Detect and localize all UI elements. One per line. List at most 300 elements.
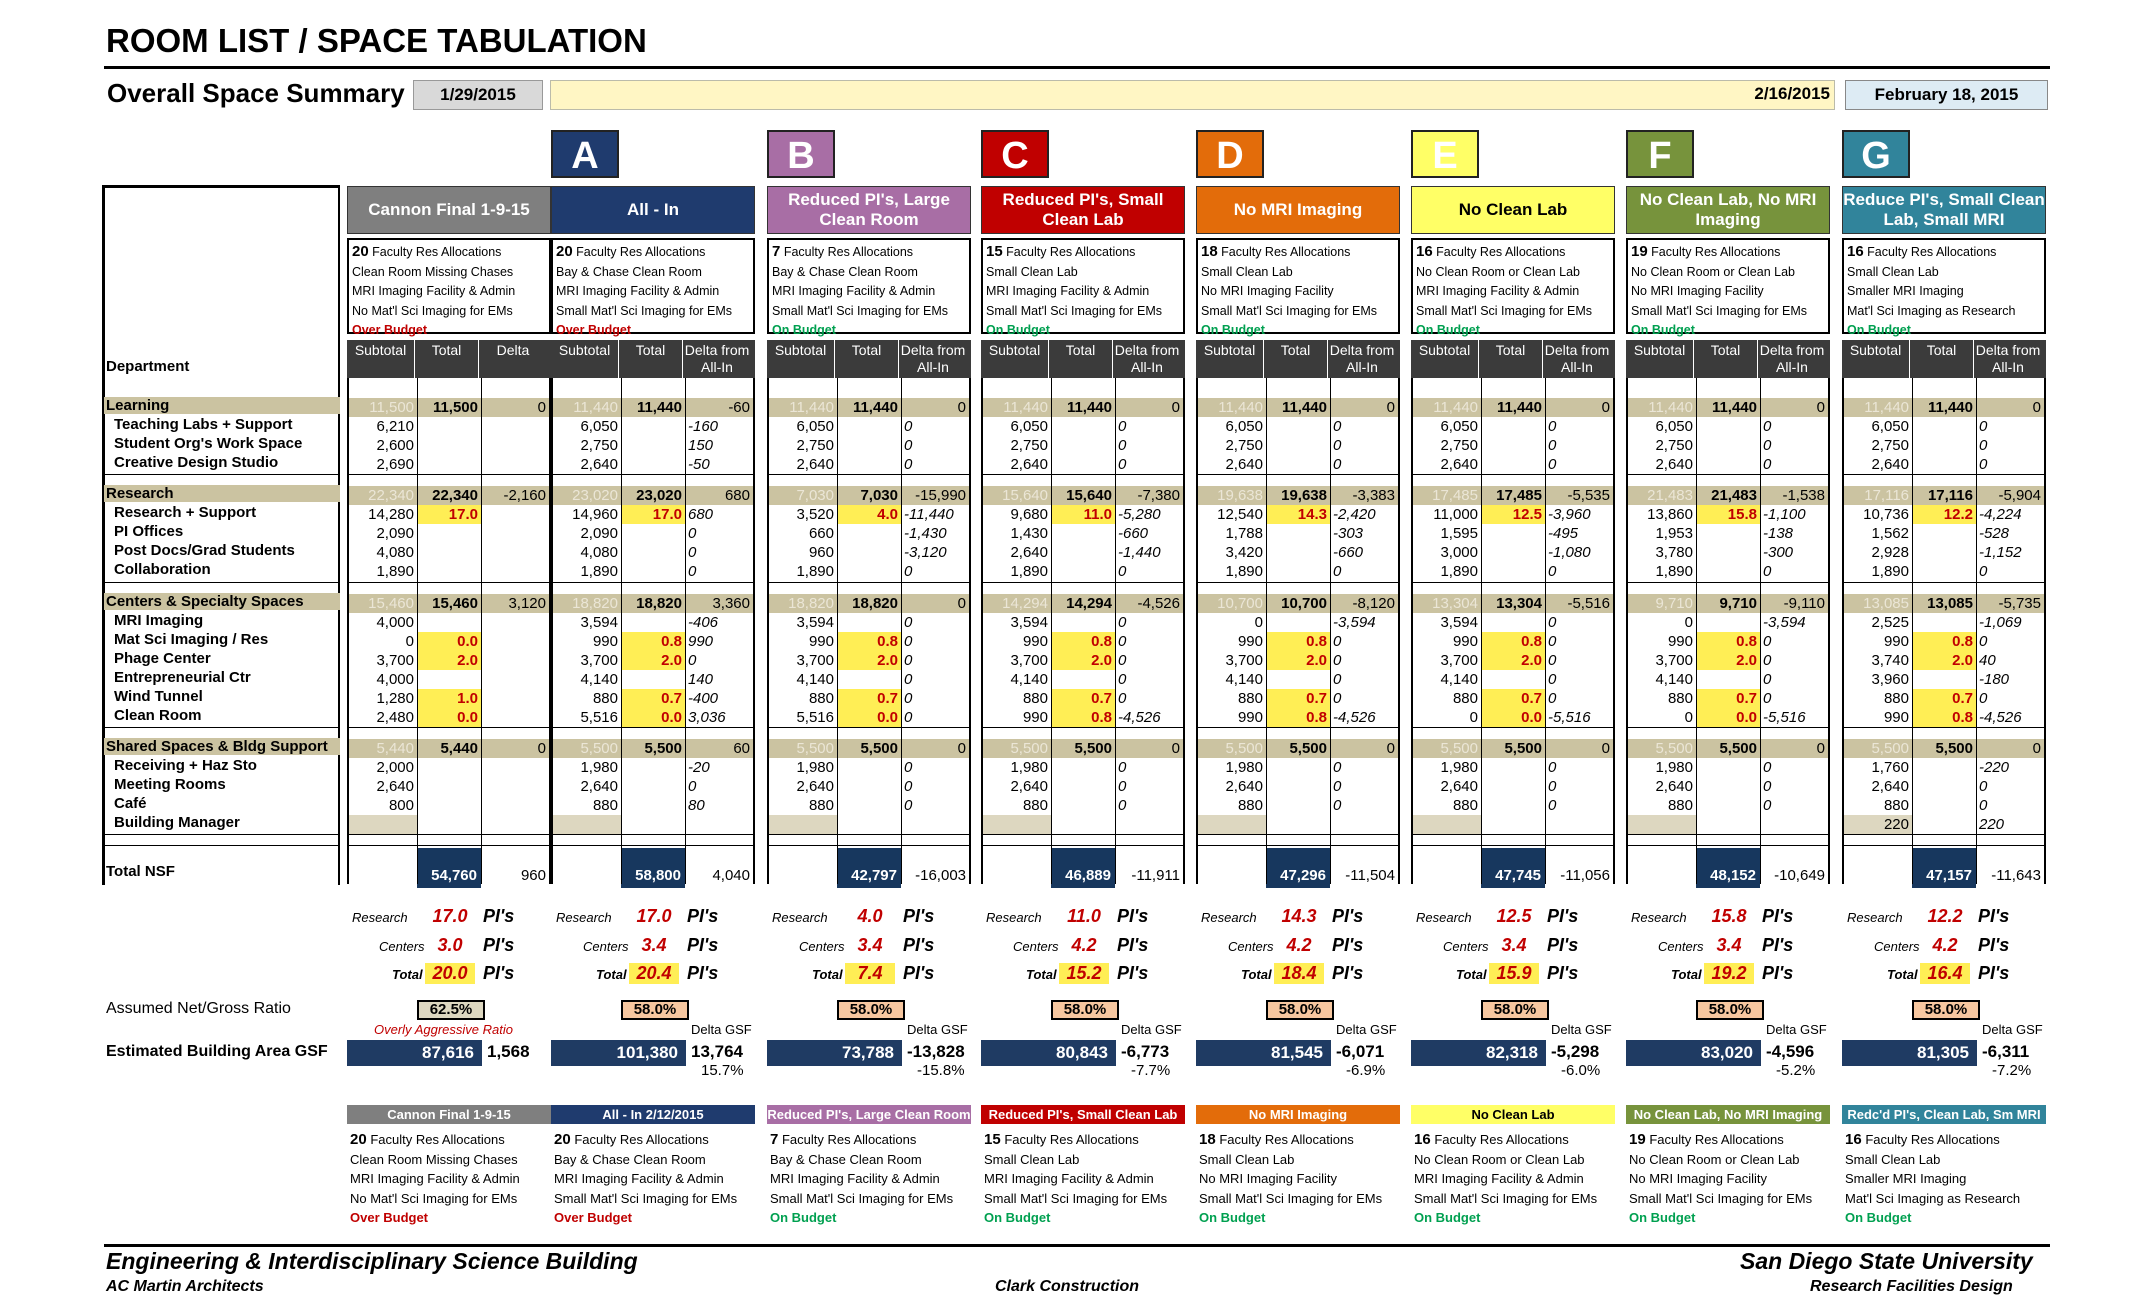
cell-delta[interactable] (1760, 815, 1828, 834)
cell-total[interactable]: 0.8 (621, 632, 685, 651)
cell-delta[interactable]: 0 (1763, 563, 1772, 580)
pi-value-research[interactable]: 12.5 (1496, 906, 1532, 926)
cell-delta[interactable]: -10,649 (1774, 867, 1825, 884)
cell-total[interactable]: 9,710 (1719, 595, 1757, 612)
cell-subtotal[interactable]: 6,050 (1440, 418, 1478, 435)
cell-subtotal[interactable]: 11,440 (789, 399, 834, 416)
cell-delta[interactable]: 0 (904, 563, 913, 580)
cell-delta[interactable]: 0 (1979, 418, 1988, 435)
cell-total[interactable] (1266, 543, 1330, 562)
cell-subtotal[interactable] (1198, 864, 1266, 888)
cell-delta[interactable] (481, 505, 549, 524)
pi-value-centers[interactable]: 4.2 (1071, 935, 1097, 955)
cell-subtotal[interactable]: 1,890 (1225, 563, 1263, 580)
cell-subtotal[interactable]: 1,980 (1225, 759, 1263, 776)
cell-subtotal[interactable]: 880 (1667, 797, 1693, 814)
cell-delta[interactable]: 0 (1548, 633, 1557, 650)
cell-delta[interactable]: 0 (1979, 633, 1988, 650)
cell-subtotal[interactable]: 18,820 (788, 595, 834, 612)
pi-value-total[interactable]: 16.4 (1920, 963, 1970, 984)
cell-subtotal[interactable]: 3,960 (1871, 671, 1909, 688)
cell-total[interactable]: 11,440 (636, 399, 682, 416)
option-header[interactable]: No Clean Lab (1411, 186, 1615, 234)
cell-total[interactable]: 2.0 (837, 651, 901, 670)
cell-delta[interactable]: 0 (1333, 759, 1342, 776)
cell-total[interactable] (1051, 562, 1115, 581)
cell-subtotal[interactable]: 2,640 (1010, 544, 1048, 561)
pi-value-total[interactable]: 18.4 (1274, 963, 1324, 984)
cell-total[interactable]: 11,440 (1927, 399, 1973, 416)
cell-delta[interactable]: -4,526 (1979, 709, 2022, 726)
cell-subtotal[interactable]: 3,420 (1225, 544, 1263, 561)
cell-total[interactable]: 0.7 (1051, 689, 1115, 708)
cell-subtotal[interactable]: 1,980 (1010, 759, 1048, 776)
cell-total[interactable] (621, 796, 685, 815)
pi-value-total[interactable]: 7.4 (845, 963, 895, 984)
cell-total[interactable] (1266, 455, 1330, 474)
cell-subtotal[interactable]: 0 (1684, 709, 1693, 726)
cell-subtotal[interactable]: 2,640 (1010, 778, 1048, 795)
cell-subtotal[interactable]: 1,890 (376, 563, 414, 580)
cell-delta[interactable]: 0 (1548, 797, 1557, 814)
cell-delta[interactable]: -138 (1763, 525, 1794, 542)
cell-subtotal[interactable]: 15,460 (368, 595, 414, 612)
pi-value-centers[interactable]: 4.2 (1286, 935, 1312, 955)
cell-subtotal[interactable]: 2,640 (1655, 778, 1693, 795)
cell-total[interactable] (417, 670, 481, 689)
cell-total[interactable]: 17,116 (1927, 487, 1973, 504)
option-header[interactable]: All - In (551, 186, 755, 234)
cell-delta[interactable]: 0 (904, 759, 913, 776)
cell-delta[interactable]: 0 (1333, 690, 1342, 707)
cell-total[interactable] (1696, 670, 1760, 689)
cell-total[interactable] (1912, 543, 1976, 562)
cell-total[interactable] (1266, 777, 1330, 796)
cell-delta[interactable]: 0 (1548, 563, 1557, 580)
cell-total[interactable]: 19,638 (1281, 487, 1327, 504)
cell-subtotal[interactable]: 990 (1237, 709, 1263, 726)
cell-subtotal[interactable]: 5,500 (580, 740, 618, 757)
cell-delta[interactable]: 0 (957, 595, 966, 612)
cell-subtotal[interactable]: 4,080 (580, 544, 618, 561)
option-header[interactable]: No MRI Imaging (1196, 186, 1400, 234)
cell-delta[interactable] (481, 689, 549, 708)
cell-total[interactable] (1696, 455, 1760, 474)
cell-subtotal[interactable]: 2,640 (1655, 456, 1693, 473)
option-header[interactable]: Cannon Final 1-9-15 (347, 186, 551, 234)
cell-delta[interactable]: 0 (2032, 399, 2041, 416)
cell-delta[interactable]: -220 (1979, 759, 2010, 776)
cell-total[interactable] (1912, 455, 1976, 474)
cell-total[interactable] (1051, 613, 1115, 632)
cell-delta[interactable]: 0 (1171, 740, 1180, 757)
cell-delta[interactable] (1545, 815, 1613, 834)
cell-delta[interactable]: -660 (1333, 544, 1364, 561)
cell-delta[interactable]: -400 (688, 690, 719, 707)
cell-delta[interactable] (481, 796, 549, 815)
cell-delta[interactable]: -406 (688, 614, 719, 631)
cell-subtotal[interactable]: 2,750 (580, 437, 618, 454)
cell-subtotal[interactable]: 3,700 (1010, 652, 1048, 669)
cell-delta[interactable]: -3,960 (1548, 506, 1591, 523)
pi-value-research[interactable]: 12.2 (1927, 906, 1963, 926)
cell-subtotal[interactable] (349, 815, 417, 834)
cell-delta[interactable]: 0 (1118, 614, 1127, 631)
pi-value-centers[interactable]: 3.0 (437, 935, 463, 955)
cell-subtotal[interactable]: 2,090 (580, 525, 618, 542)
cell-total[interactable] (1912, 562, 1976, 581)
cell-delta[interactable] (481, 417, 549, 436)
cell-total[interactable]: 0.0 (417, 632, 481, 651)
cell-delta[interactable]: 0 (1763, 797, 1772, 814)
estimated-gsf[interactable]: 80,843 (981, 1040, 1116, 1066)
cell-subtotal[interactable]: 880 (1452, 690, 1478, 707)
cell-subtotal[interactable]: 15,640 (1002, 487, 1048, 504)
cell-delta[interactable]: -8,120 (1352, 595, 1395, 612)
estimated-gsf[interactable]: 73,788 (767, 1040, 902, 1066)
cell-total[interactable] (621, 436, 685, 455)
pi-value-research[interactable]: 14.3 (1281, 906, 1317, 926)
cell-subtotal[interactable]: 1,980 (580, 759, 618, 776)
cell-total[interactable] (1051, 455, 1115, 474)
cell-total[interactable]: 15,640 (1066, 487, 1112, 504)
cell-subtotal[interactable]: 3,780 (1655, 544, 1693, 561)
cell-delta[interactable]: 0 (1386, 399, 1395, 416)
cell-delta[interactable] (481, 708, 549, 727)
cell-total[interactable] (1912, 436, 1976, 455)
cell-total[interactable] (417, 613, 481, 632)
cell-total[interactable]: 5,500 (644, 740, 682, 757)
cell-subtotal[interactable]: 12,540 (1217, 506, 1263, 523)
cell-total[interactable] (1051, 796, 1115, 815)
cell-subtotal[interactable] (983, 864, 1051, 888)
cell-subtotal[interactable]: 11,440 (573, 399, 618, 416)
cell-total[interactable]: 18,820 (636, 595, 682, 612)
cell-subtotal[interactable]: 1,890 (796, 563, 834, 580)
cell-delta[interactable]: 0 (2032, 740, 2041, 757)
cell-delta[interactable]: -5,535 (1567, 487, 1610, 504)
cell-subtotal[interactable]: 5,500 (796, 740, 834, 757)
cell-subtotal[interactable]: 2,525 (1871, 614, 1909, 631)
cell-subtotal[interactable]: 3,700 (376, 652, 414, 669)
net-gross-ratio[interactable]: 62.5% (417, 1000, 485, 1020)
estimated-gsf[interactable]: 81,545 (1196, 1040, 1331, 1066)
cell-delta[interactable]: 0 (1979, 797, 1988, 814)
cell-delta[interactable]: 0 (1816, 740, 1825, 757)
cell-total[interactable]: 0.0 (1696, 708, 1760, 727)
cell-subtotal[interactable]: 2,000 (376, 759, 414, 776)
cell-subtotal[interactable]: 2,480 (376, 709, 414, 726)
cell-total[interactable]: 0.0 (621, 708, 685, 727)
cell-total[interactable] (1696, 796, 1760, 815)
cell-subtotal[interactable]: 1,890 (580, 563, 618, 580)
cell-delta[interactable]: 4,040 (712, 867, 750, 884)
cell-total[interactable]: 0.8 (1051, 708, 1115, 727)
cell-subtotal[interactable]: 6,210 (376, 418, 414, 435)
cell-delta[interactable]: 0 (1763, 778, 1772, 795)
cell-delta[interactable]: 680 (724, 487, 750, 504)
cell-total[interactable] (1481, 758, 1545, 777)
cell-subtotal[interactable]: 3,594 (1010, 614, 1048, 631)
cell-delta[interactable] (481, 543, 549, 562)
cell-total[interactable]: 2.0 (1266, 651, 1330, 670)
cell-delta[interactable]: -303 (1333, 525, 1364, 542)
cell-delta[interactable]: 0 (1979, 563, 1988, 580)
cell-total[interactable] (1266, 796, 1330, 815)
cell-total[interactable] (1266, 524, 1330, 543)
cell-total[interactable] (837, 796, 901, 815)
cell-total[interactable] (1696, 613, 1760, 632)
cell-total[interactable] (1481, 436, 1545, 455)
cell-subtotal[interactable]: 6,050 (580, 418, 618, 435)
cell-delta[interactable]: 0 (904, 652, 913, 669)
cell-total[interactable] (837, 613, 901, 632)
cell-total[interactable]: 47,745 (1481, 848, 1545, 888)
cell-subtotal[interactable]: 5,516 (796, 709, 834, 726)
cell-delta[interactable]: 0 (1763, 437, 1772, 454)
cell-subtotal[interactable]: 0 (1254, 614, 1263, 631)
cell-delta[interactable]: 40 (1979, 652, 1996, 669)
cell-subtotal[interactable]: 880 (1883, 797, 1909, 814)
cell-subtotal[interactable]: 5,500 (1010, 740, 1048, 757)
estimated-gsf[interactable]: 81,305 (1842, 1040, 1977, 1066)
cell-total[interactable]: 58,800 (621, 848, 685, 888)
cell-total[interactable]: 5,440 (440, 740, 478, 757)
cell-subtotal[interactable]: 2,750 (1225, 437, 1263, 454)
cell-subtotal[interactable]: 880 (808, 690, 834, 707)
cell-subtotal[interactable]: 14,960 (572, 506, 618, 523)
cell-subtotal[interactable]: 2,640 (1871, 456, 1909, 473)
cell-delta[interactable]: 0 (1548, 418, 1557, 435)
cell-total[interactable]: 4.0 (837, 505, 901, 524)
cell-delta[interactable]: -2,420 (1333, 506, 1376, 523)
cell-delta[interactable]: 0 (1171, 399, 1180, 416)
cell-subtotal[interactable]: 4,140 (796, 671, 834, 688)
net-gross-ratio[interactable]: 58.0% (1481, 1000, 1549, 1020)
cell-total[interactable]: 0.7 (621, 689, 685, 708)
cell-total[interactable] (1481, 543, 1545, 562)
cell-delta[interactable]: -300 (1763, 544, 1794, 561)
cell-delta[interactable] (481, 455, 549, 474)
pi-value-research[interactable]: 11.0 (1067, 906, 1101, 926)
cell-delta[interactable]: -11,911 (1131, 867, 1180, 884)
cell-subtotal[interactable]: 2,640 (1440, 456, 1478, 473)
cell-subtotal[interactable]: 5,516 (580, 709, 618, 726)
cell-subtotal[interactable]: 11,440 (1864, 399, 1909, 416)
option-header[interactable]: No Clean Lab, No MRI Imaging (1626, 186, 1830, 234)
cell-subtotal[interactable]: 2,640 (1010, 456, 1048, 473)
cell-delta[interactable] (481, 562, 549, 581)
cell-delta[interactable]: -4,526 (1137, 595, 1180, 612)
net-gross-ratio[interactable]: 58.0% (621, 1000, 689, 1020)
cell-subtotal[interactable]: 2,750 (796, 437, 834, 454)
cell-subtotal[interactable]: 990 (1452, 633, 1478, 650)
cell-delta[interactable]: 0 (1118, 690, 1127, 707)
cell-delta[interactable]: 0 (688, 525, 697, 542)
cell-total[interactable]: 1.0 (417, 689, 481, 708)
cell-total[interactable] (1051, 543, 1115, 562)
cell-delta[interactable]: 0 (904, 671, 913, 688)
cell-subtotal[interactable]: 2,750 (1871, 437, 1909, 454)
cell-delta[interactable] (481, 777, 549, 796)
cell-subtotal[interactable]: 880 (592, 690, 618, 707)
cell-total[interactable] (1696, 543, 1760, 562)
cell-total[interactable]: 47,296 (1266, 848, 1330, 888)
cell-subtotal[interactable]: 5,500 (1440, 740, 1478, 757)
cell-delta[interactable]: 0 (1548, 690, 1557, 707)
cell-subtotal[interactable]: 2,640 (796, 456, 834, 473)
cell-subtotal[interactable]: 2,640 (796, 778, 834, 795)
cell-delta[interactable] (481, 524, 549, 543)
cell-delta[interactable]: 0 (1118, 418, 1127, 435)
cell-total[interactable]: 11.0 (1051, 505, 1115, 524)
cell-delta[interactable] (685, 815, 753, 834)
cell-total[interactable] (837, 417, 901, 436)
cell-delta[interactable]: 0 (688, 563, 697, 580)
cell-delta[interactable]: 0 (904, 633, 913, 650)
estimated-gsf[interactable]: 87,616 (347, 1040, 482, 1066)
cell-total[interactable] (837, 815, 901, 834)
cell-subtotal[interactable]: 4,140 (1225, 671, 1263, 688)
cell-subtotal[interactable]: 1,890 (1010, 563, 1048, 580)
cell-total[interactable] (1266, 436, 1330, 455)
cell-delta[interactable]: 0 (1548, 614, 1557, 631)
cell-subtotal[interactable]: 6,050 (1010, 418, 1048, 435)
cell-delta[interactable]: 3,036 (688, 709, 726, 726)
cell-subtotal[interactable] (983, 815, 1051, 834)
cell-delta[interactable]: 0 (1763, 418, 1772, 435)
cell-delta[interactable]: 0 (537, 740, 546, 757)
cell-subtotal[interactable]: 1,788 (1225, 525, 1263, 542)
cell-delta[interactable]: 0 (1333, 418, 1342, 435)
cell-subtotal[interactable] (1628, 864, 1696, 888)
cell-total[interactable]: 13,304 (1496, 595, 1542, 612)
cell-delta[interactable]: 220 (1979, 816, 2005, 833)
cell-delta[interactable]: 0 (1333, 797, 1342, 814)
cell-subtotal[interactable]: 1,890 (1655, 563, 1693, 580)
cell-total[interactable] (621, 524, 685, 543)
pi-value-centers[interactable]: 3.4 (1501, 935, 1527, 955)
cell-subtotal[interactable]: 1,562 (1871, 525, 1909, 542)
cell-subtotal[interactable]: 17,116 (1864, 487, 1909, 504)
cell-delta[interactable]: 0 (1118, 456, 1127, 473)
cell-delta[interactable]: 0 (1118, 759, 1127, 776)
cell-total[interactable]: 23,020 (636, 487, 682, 504)
cell-total[interactable]: 14.3 (1266, 505, 1330, 524)
cell-subtotal[interactable] (1844, 864, 1912, 888)
cell-subtotal[interactable]: 6,050 (796, 418, 834, 435)
cell-total[interactable] (1481, 455, 1545, 474)
cell-total[interactable]: 0.8 (1051, 632, 1115, 651)
cell-subtotal[interactable]: 5,440 (376, 740, 414, 757)
cell-total[interactable] (1912, 777, 1976, 796)
cell-total[interactable]: 5,500 (1935, 740, 1973, 757)
cell-delta[interactable]: 0 (1816, 399, 1825, 416)
cell-delta[interactable] (901, 815, 969, 834)
cell-delta[interactable]: 0 (1333, 671, 1342, 688)
cell-subtotal[interactable]: 1,980 (1440, 759, 1478, 776)
cell-delta[interactable]: 0 (688, 544, 697, 561)
cell-subtotal[interactable]: 880 (1022, 690, 1048, 707)
cell-total[interactable]: 0.8 (1912, 632, 1976, 651)
cell-delta[interactable] (481, 436, 549, 455)
cell-total[interactable] (1266, 670, 1330, 689)
cell-delta[interactable]: 0 (1118, 633, 1127, 650)
cell-subtotal[interactable]: 3,000 (1440, 544, 1478, 561)
cell-total[interactable]: 2.0 (1912, 651, 1976, 670)
cell-delta[interactable]: -3,594 (1763, 614, 1806, 631)
cell-subtotal[interactable]: 11,500 (369, 399, 414, 416)
cell-delta[interactable]: 0 (1548, 456, 1557, 473)
cell-subtotal[interactable]: 6,050 (1225, 418, 1263, 435)
cell-subtotal[interactable]: 2,750 (1440, 437, 1478, 454)
cell-delta[interactable]: 0 (1979, 778, 1988, 795)
cell-total[interactable] (1912, 417, 1976, 436)
net-gross-ratio[interactable]: 58.0% (1051, 1000, 1119, 1020)
cell-subtotal[interactable]: 11,440 (1003, 399, 1048, 416)
cell-delta[interactable]: -495 (1548, 525, 1579, 542)
cell-subtotal[interactable]: 990 (1883, 633, 1909, 650)
cell-delta[interactable]: 0 (1118, 563, 1127, 580)
cell-delta[interactable]: -4,224 (1979, 506, 2022, 523)
cell-subtotal[interactable]: 1,280 (376, 690, 414, 707)
cell-subtotal[interactable]: 4,000 (376, 614, 414, 631)
cell-subtotal[interactable]: 2,640 (1871, 778, 1909, 795)
estimated-gsf[interactable]: 83,020 (1626, 1040, 1761, 1066)
cell-delta[interactable]: -2,160 (503, 487, 546, 504)
net-gross-ratio[interactable]: 58.0% (837, 1000, 905, 1020)
cell-subtotal[interactable]: 0 (1684, 614, 1693, 631)
cell-total[interactable]: 42,797 (837, 848, 901, 888)
cell-subtotal[interactable]: 9,710 (1655, 595, 1693, 612)
cell-total[interactable] (1912, 613, 1976, 632)
cell-subtotal[interactable] (769, 815, 837, 834)
cell-delta[interactable]: 680 (688, 506, 714, 523)
cell-total[interactable] (621, 613, 685, 632)
cell-total[interactable] (417, 562, 481, 581)
cell-subtotal[interactable]: 2,750 (1010, 437, 1048, 454)
cell-subtotal[interactable]: 990 (592, 633, 618, 650)
cell-total[interactable]: 17,485 (1496, 487, 1542, 504)
cell-delta[interactable]: -5,516 (1548, 709, 1591, 726)
pi-value-centers[interactable]: 3.4 (1716, 935, 1742, 955)
cell-subtotal[interactable]: 2,690 (376, 456, 414, 473)
cell-total[interactable] (1266, 417, 1330, 436)
cell-total[interactable]: 0.7 (1266, 689, 1330, 708)
cell-subtotal[interactable]: 9,680 (1010, 506, 1048, 523)
cell-total[interactable] (1051, 417, 1115, 436)
option-header[interactable]: Reduced PI's, Small Clean Lab (981, 186, 1185, 234)
cell-total[interactable]: 11,440 (1711, 399, 1757, 416)
cell-total[interactable] (621, 670, 685, 689)
cell-total[interactable] (1051, 524, 1115, 543)
cell-subtotal[interactable]: 4,140 (1010, 671, 1048, 688)
cell-delta[interactable]: -11,643 (1991, 867, 2041, 884)
cell-subtotal[interactable]: 2,640 (1225, 456, 1263, 473)
cell-total[interactable] (1481, 613, 1545, 632)
cell-total[interactable] (1266, 758, 1330, 777)
cell-total[interactable]: 0.0 (837, 708, 901, 727)
cell-subtotal[interactable]: 14,280 (368, 506, 414, 523)
cell-delta[interactable]: -3,120 (904, 544, 947, 561)
option-header[interactable]: Reduced PI's, Large Clean Room (767, 186, 971, 234)
cell-subtotal[interactable]: 2,640 (376, 778, 414, 795)
estimated-gsf[interactable]: 82,318 (1411, 1040, 1546, 1066)
cell-subtotal[interactable]: 4,140 (1655, 671, 1693, 688)
cell-total[interactable] (417, 524, 481, 543)
cell-total[interactable] (1912, 758, 1976, 777)
cell-delta[interactable]: -5,280 (1118, 506, 1161, 523)
